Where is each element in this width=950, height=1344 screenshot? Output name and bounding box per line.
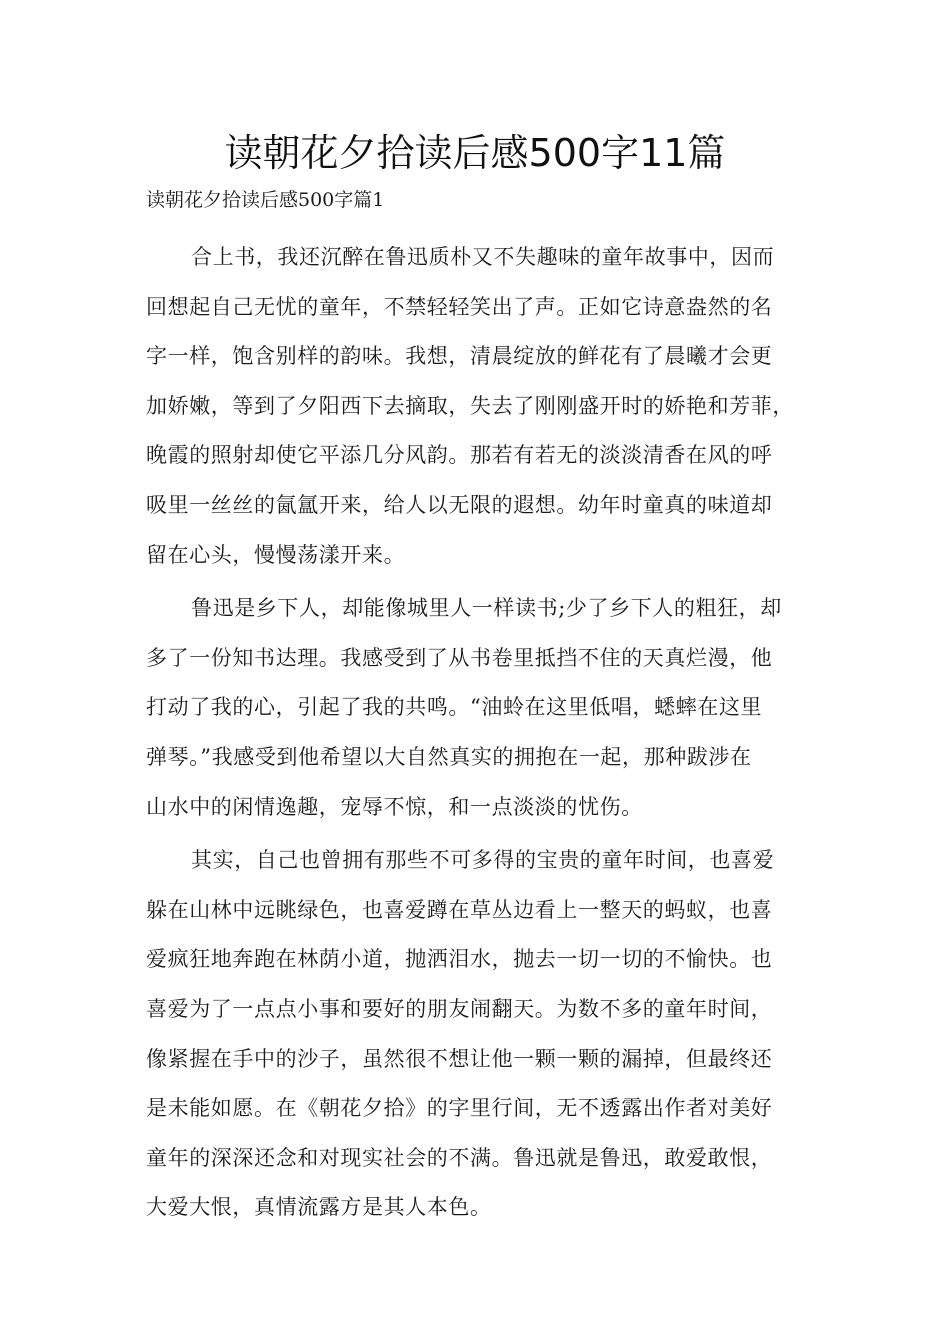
text-line: 大爱大恨，真情流露方是其人本色。 <box>146 1195 492 1220</box>
text-line: 加娇嫩，等到了夕阳西下去摘取，失去了刚刚盛开时的娇艳和芳菲， <box>146 393 794 418</box>
text-line: 吸里一丝丝的氤氲开来，给人以无限的遐想。幼年时童真的味道却 <box>146 492 773 517</box>
text-line: 多了一份知书达理。我感受到了从书卷里抵挡不住的天真烂漫，他 <box>146 645 773 670</box>
section-heading: 读朝花夕拾读后感500字篇1 <box>146 189 385 211</box>
text-line: 山水中的闲情逸趣，宠辱不惊，和一点淡淡的忧伤。 <box>146 794 643 819</box>
text-line: 合上书，我还沉醉在鲁迅质朴又不失趣味的童年故事中，因而 <box>191 245 775 269</box>
text-line: 回想起自己无忧的童年，不禁轻轻笑出了声。正如它诗意盎然的名 <box>146 294 773 319</box>
text-line: 像紧握在手中的沙子，虽然很不想让他一颗一颗的漏掉，但最终还 <box>146 1046 773 1071</box>
text-line: 晚霞的照射却使它平添几分风韵。那若有若无的淡淡清香在风的呼 <box>146 443 773 468</box>
text-line: 其实，自己也曾拥有那些不可多得的宝贵的童年时间，也喜爱 <box>191 848 775 873</box>
text-line: 喜爱为了一点点小事和要好的朋友闹翻天。为数不多的童年时间， <box>146 996 773 1021</box>
paragraph-2 <box>146 584 810 832</box>
text-line: 字一样，饱含别样的韵味。我想，清晨绽放的鲜花有了晨曦才会更 <box>146 344 773 369</box>
text-line: 童年的深深还念和对现实社会的不满。鲁迅就是鲁迅，敢爱敢恨， <box>146 1145 773 1170</box>
paragraph-3 <box>146 836 810 1233</box>
text-line: 留在心头，慢慢荡漾开来。 <box>146 542 406 567</box>
document-title: 读朝花夕拾读后感500字11篇 <box>224 131 726 175</box>
text-line: 鲁迅是乡下人，却能像城里人一样读书;少了乡下人的粗狂，却 <box>191 596 782 621</box>
paragraph-1 <box>146 233 810 580</box>
text-line: 打动了我的心，引起了我的共鸣。“油蛉在这里低唱，蟋蟀在这里 <box>146 695 763 720</box>
text-line: 弹琴。”我感受到他希望以大自然真实的拥抱在一起，那种跋涉在 <box>146 744 752 769</box>
text-line: 爱疯狂地奔跑在林荫小道，抛洒泪水，抛去一切一切的不愉快。也 <box>146 947 773 972</box>
document-body <box>146 233 810 1237</box>
text-line: 是未能如愿。在《朝花夕拾》的字里行间，无不透露出作者对美好 <box>146 1096 773 1121</box>
text-line: 躲在山林中远眺绿色，也喜爱蹲在草丛边看上一整天的蚂蚁，也喜 <box>146 897 773 922</box>
